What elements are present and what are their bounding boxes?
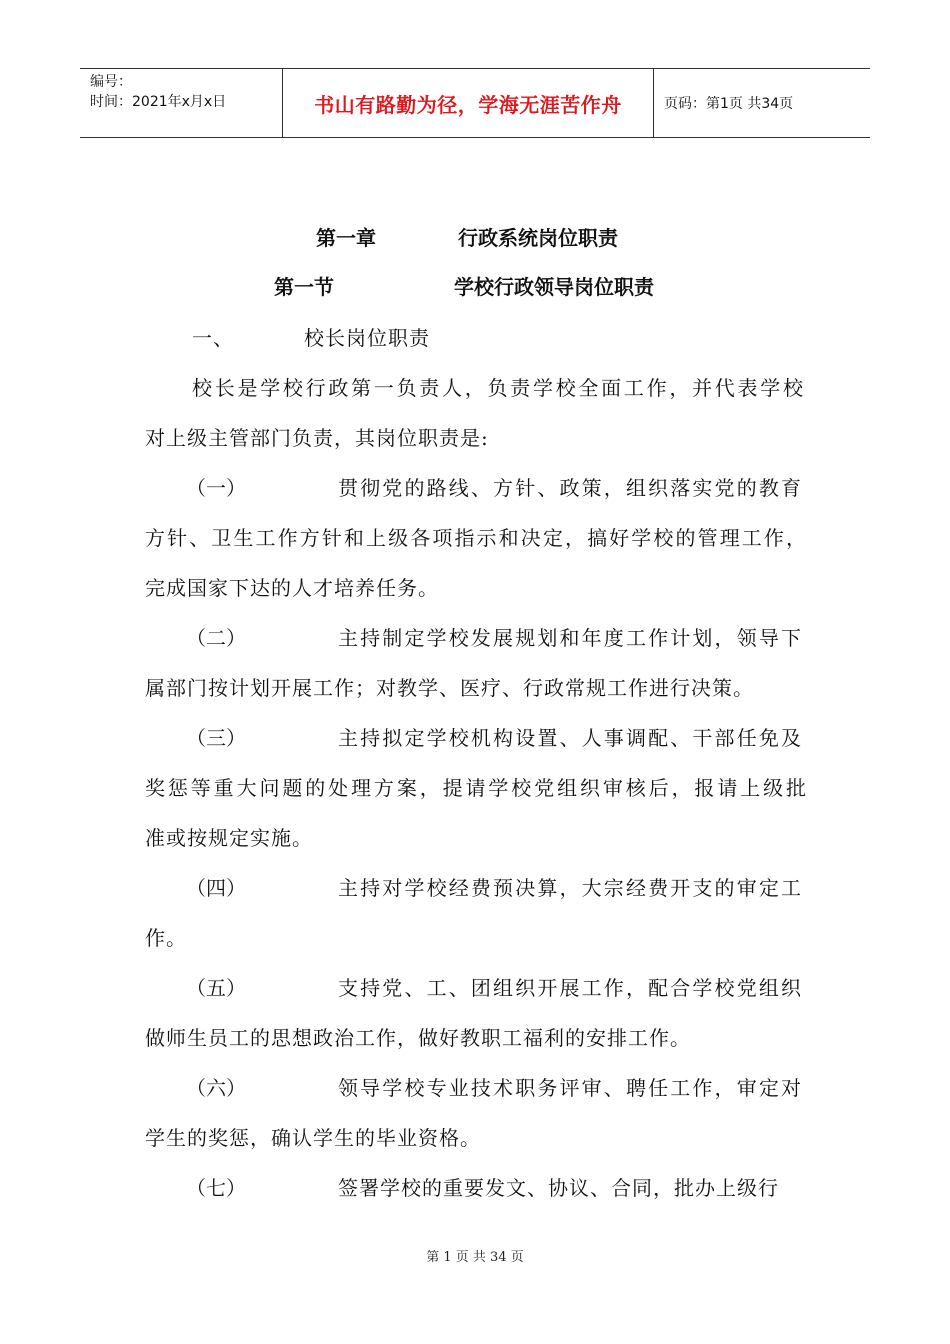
- chapter-title: 行政系统岗位职责: [458, 226, 618, 250]
- item-first-line: 贯彻党的路线、方针、政策，组织落实党的教育: [338, 476, 802, 500]
- item-line: 准或按规定实施。: [145, 826, 313, 850]
- item-line: 方针、卫生工作方针和上级各项指示和决定，搞好学校的管理工作，: [145, 526, 807, 550]
- section-title: 学校行政领导岗位职责: [454, 275, 654, 299]
- header-page-info: 页码：第1页 共34页: [664, 96, 794, 112]
- item-line: 奖惩等重大问题的处理方案，提请学校党组织审核后，报请上级批: [145, 776, 807, 800]
- item-line: 完成国家下达的人才培养任务。: [145, 576, 439, 600]
- page-footer: 第 1 页 共 34 页: [426, 1250, 524, 1265]
- item-number: （一）: [186, 476, 246, 500]
- intro-line: 校长是学校行政第一负责人，负责学校全面工作，并代表学校: [192, 376, 804, 400]
- item-first-line: 主持对学校经费预决算，大宗经费开支的审定工: [338, 876, 802, 900]
- intro-line: 对上级主管部门负责，其岗位职责是:: [145, 426, 489, 450]
- subsection-number: 一、: [192, 326, 234, 350]
- item-first-line: 支持党、工、团组织开展工作，配合学校党组织: [338, 976, 802, 1000]
- item-first-line: 主持制定学校发展规划和年度工作计划，领导下: [338, 626, 802, 650]
- subsection-title: 校长岗位职责: [304, 326, 430, 350]
- item-number: （三）: [186, 726, 246, 750]
- header-meta: [80, 69, 282, 137]
- item-line: 学生的奖惩，确认学生的毕业资格。: [145, 1126, 481, 1150]
- chapter-number: 第一章: [316, 226, 376, 250]
- item-line: 做师生员工的思想政治工作，做好教职工福利的安排工作。: [145, 1026, 691, 1050]
- date-line: 时间：2021年x月x日: [90, 94, 227, 110]
- header-motto: 书山有路勤为径，学海无涯苦作舟: [282, 69, 654, 137]
- item-first-line: 领导学校专业技术职务评审、聘任工作，审定对: [338, 1076, 802, 1100]
- item-line: 作。: [145, 926, 187, 950]
- item-number: （二）: [186, 626, 246, 650]
- item-number: （四）: [186, 876, 246, 900]
- section-number: 第一节: [274, 275, 334, 299]
- page-header: [80, 68, 870, 138]
- item-number: （五）: [186, 976, 246, 1000]
- item-number: （六）: [186, 1076, 246, 1100]
- item-first-line: 主持拟定学校机构设置、人事调配、干部任免及: [338, 726, 802, 750]
- item-first-line: 签署学校的重要发文、协议、合同，批办上级行: [338, 1176, 779, 1200]
- item-number: （七）: [186, 1176, 246, 1200]
- number-label: 编号：: [90, 74, 132, 90]
- item-line: 属部门按计划开展工作；对教学、医疗、行政常规工作进行决策。: [145, 676, 754, 700]
